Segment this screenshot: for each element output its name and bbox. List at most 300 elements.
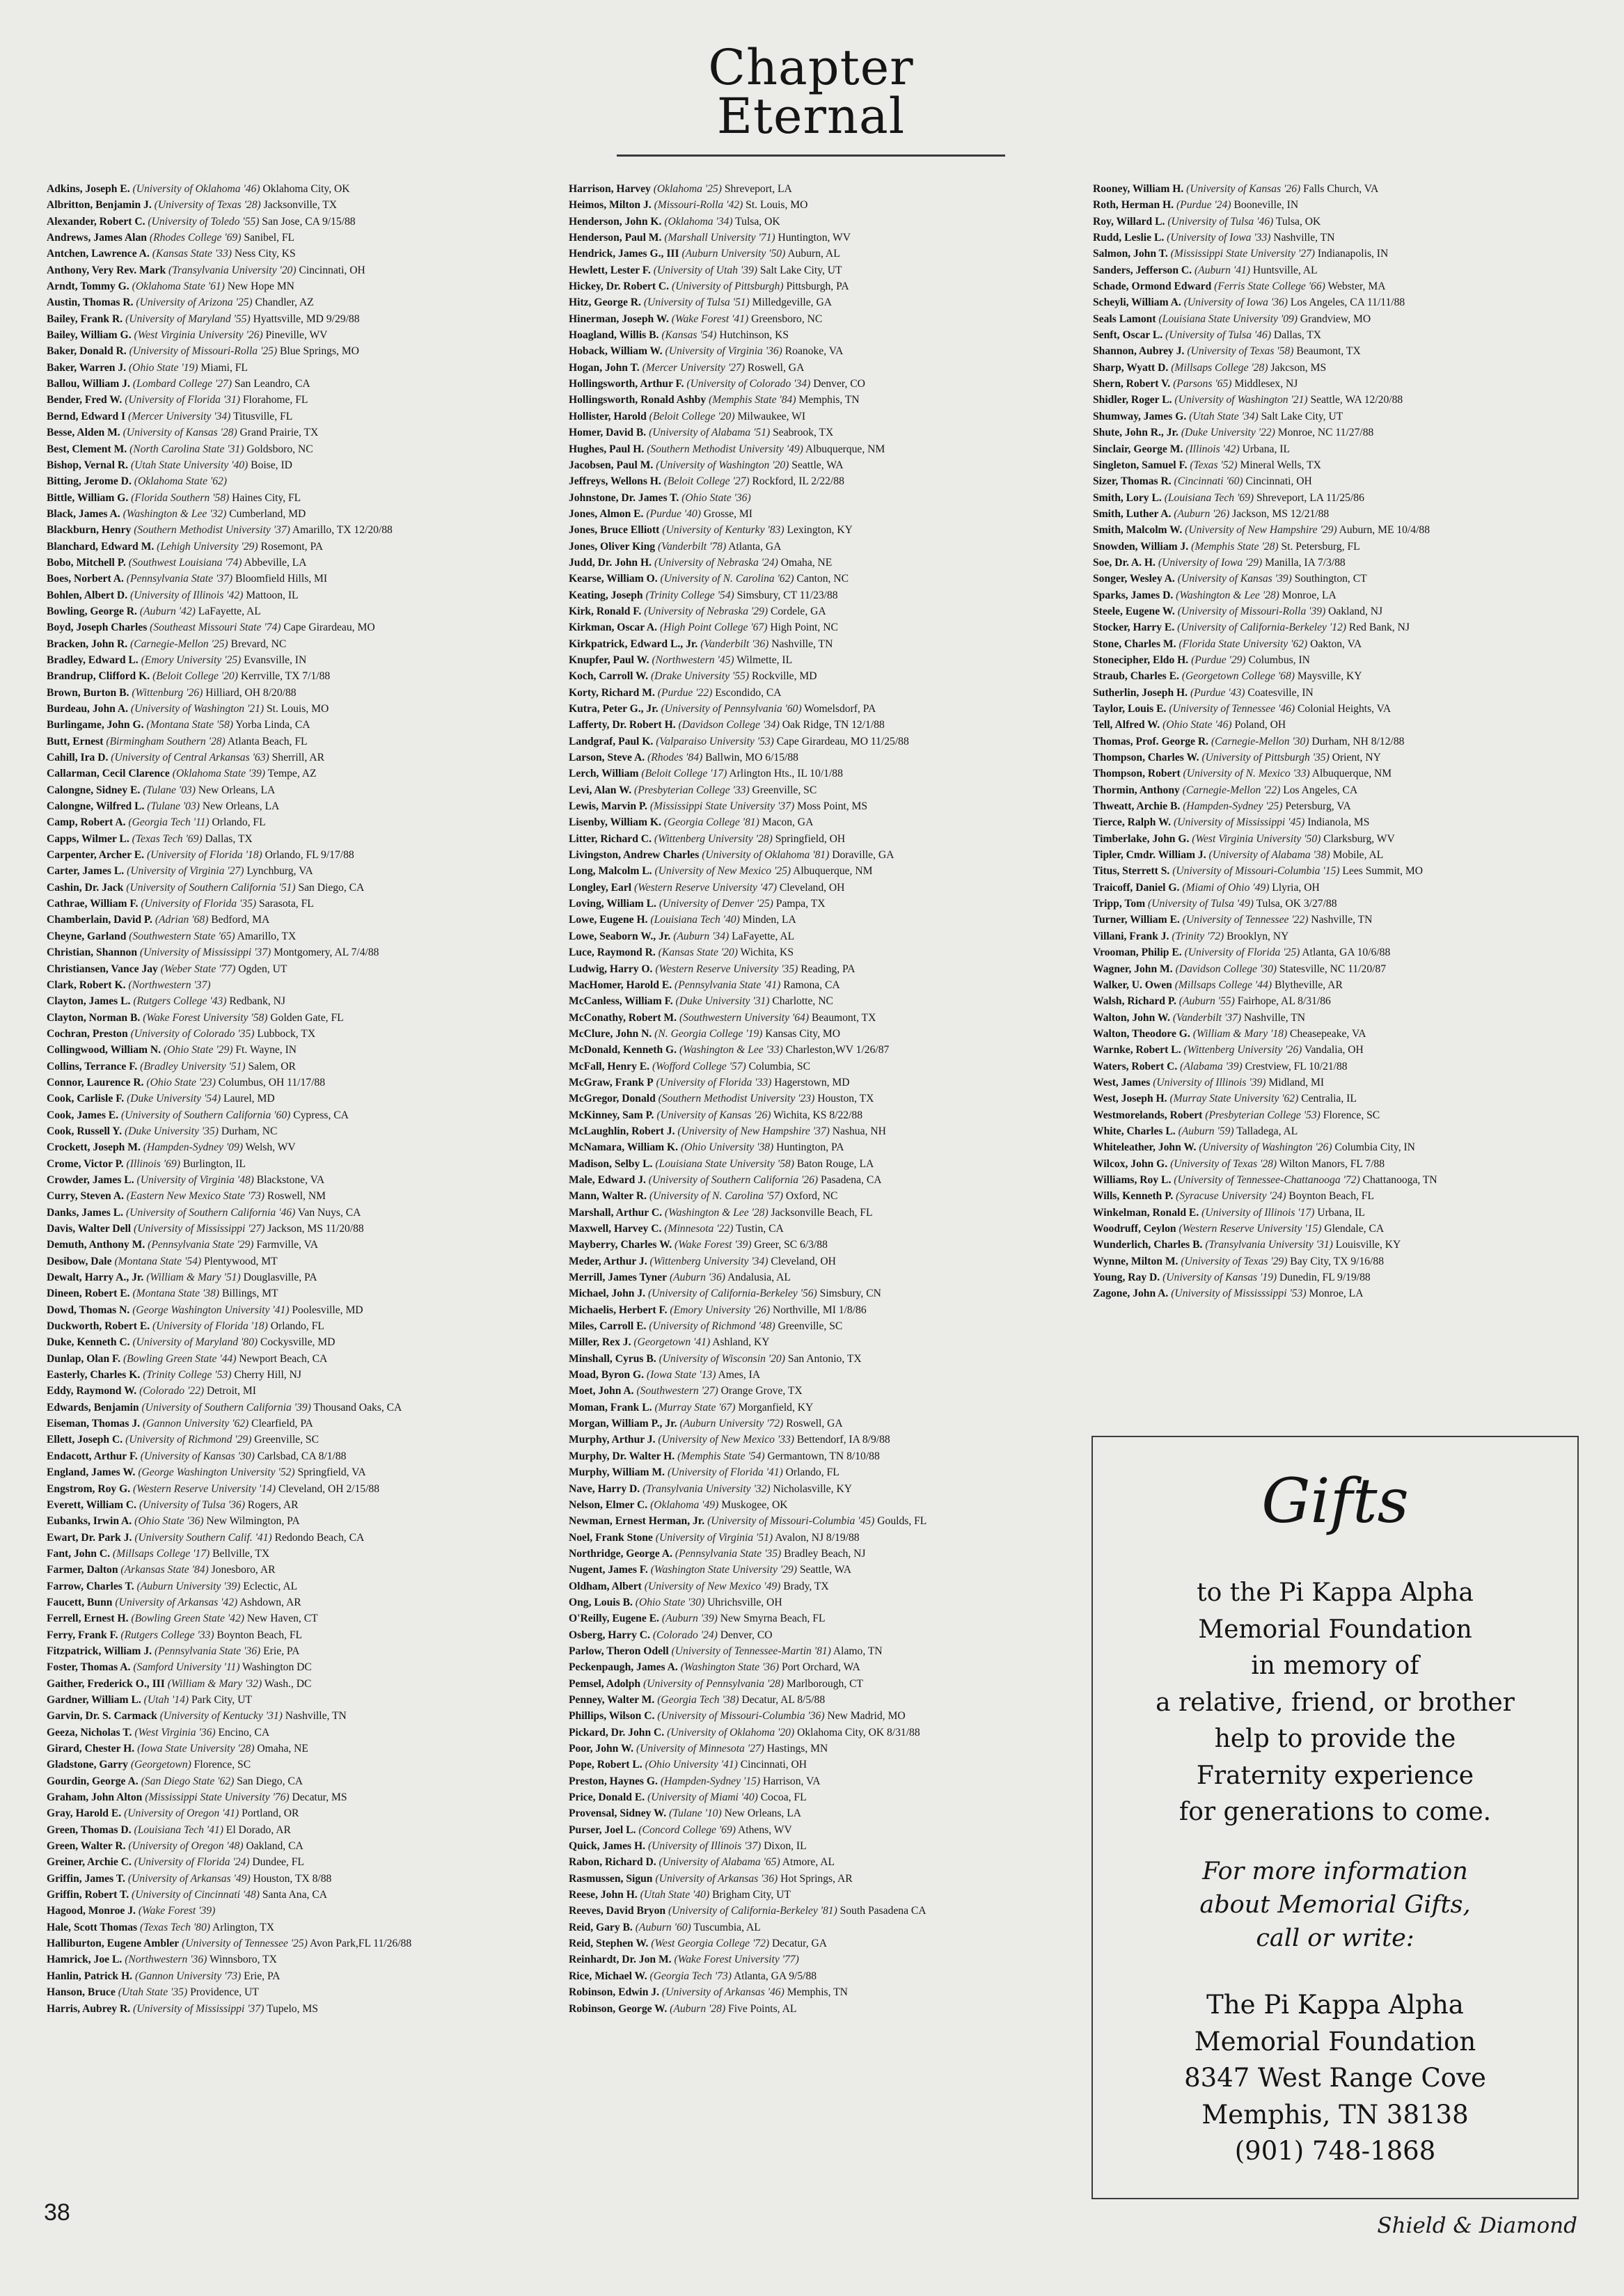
entry-place: St. Petersburg, FL [1281,540,1360,553]
entry-name: Harris, Aubrey R. [47,2002,131,2015]
memorial-entry [569,1107,927,1123]
memorial-entry [1093,652,1437,668]
memorial-entry [47,1205,411,1221]
memorial-entry [47,197,411,213]
entry-school: (Oklahoma '25) [653,183,722,195]
entry-school: (Lehigh University '29) [157,540,258,553]
entry-school: (University of Iowa '36) [1183,296,1288,309]
entry-school: (Parsons '65) [1173,378,1232,390]
entry-school: (Purdue '22) [657,686,713,699]
entry-school: (Utah State '34) [1189,410,1259,422]
entry-name: Schade, Ormond Edward [1093,280,1212,293]
entry-name: Bobo, Mitchell P. [47,556,126,569]
entry-school: (University of Washington '21) [130,703,265,715]
entry-school: (Memphis State '84) [709,394,796,406]
entry-school: (University of Pennsylvania '28) [643,1677,785,1690]
entry-place: Columbia City, IN [1334,1141,1415,1154]
entry-school: (University of Arkansas '42) [115,1596,238,1608]
entry-place: San Antonio, TX [787,1352,862,1365]
memorial-entry [47,734,411,750]
entry-name: Green, Walter R. [47,1840,126,1853]
entry-name: Kearse, William O. [569,573,658,585]
entry-school: (Transylvania University '31) [1205,1239,1333,1251]
entry-school: (Pennsylvania State '36) [154,1645,261,1657]
entry-place: Greer, SC 6/3/88 [754,1239,828,1251]
memorial-entry [1093,847,1437,863]
memorial-entry [47,896,411,912]
entry-name: Walton, Theodore G. [1093,1027,1190,1040]
entry-name: Provensal, Sidney W. [569,1807,667,1820]
memorial-entry [569,278,927,294]
entry-name: Collins, Terrance F. [47,1060,138,1072]
entry-name: Westmorelands, Robert [1093,1109,1203,1121]
entry-name: Turner, William E. [1093,914,1180,926]
entry-place: Nashville, TN [1273,232,1335,244]
entry-school: (Oklahoma '49) [650,1498,719,1511]
entry-name: Fant, John C. [47,1547,110,1560]
entry-name: Pickard, Dr. John C. [569,1726,665,1739]
entry-place: Bettendorf, IA 8/9/88 [796,1434,890,1446]
entry-place: Minden, LA [742,914,796,926]
entry-place: Denver, CO [813,378,865,390]
entry-name: Hamrick, Joe L. [47,1954,123,1966]
entry-place: Thousand Oaks, CA [313,1401,402,1414]
memorial-entry [1093,750,1437,766]
entry-place: Dunedin, FL 9/19/88 [1279,1272,1371,1284]
entry-name: Cook, James E. [47,1109,119,1121]
entry-place: Doraville, GA [832,849,894,862]
entry-name: Wilcox, John G. [1093,1157,1168,1170]
entry-place: New Madrid, MO [827,1710,906,1723]
entry-name: Maxwell, Harvey C. [569,1223,662,1235]
entry-name: Wills, Kenneth P. [1093,1190,1174,1203]
entry-school: (University of Oklahoma '46) [132,183,260,195]
entry-place: Atlanta, GA 9/5/88 [733,1970,817,1982]
entry-place: Boynton Beach, FL [1288,1190,1374,1203]
entry-name: West, Joseph H. [1093,1093,1167,1105]
memorial-entry [1093,1139,1437,1155]
memorial-entry [1093,1205,1437,1221]
entry-place: Amarillo, TX 12/20/88 [292,524,393,537]
text-line: in memory of [1251,1652,1419,1680]
gifts-heading: Gifts [1261,1465,1409,1537]
memorial-entry [47,409,411,425]
entry-school: (University of Kansas '28) [123,427,237,439]
memorial-entry [47,1789,411,1805]
gifts-more-info [1093,1855,1577,1955]
entry-school: (Kansas State '33) [152,248,232,260]
entry-name: Foster, Thomas A. [47,1661,131,1674]
memorial-entry [47,1448,411,1464]
entry-place: Salt Lake City, UT [1261,410,1343,422]
entry-place: Athens, WV [738,1823,792,1836]
entry-name: Senft, Oscar L. [1093,329,1163,342]
memorial-entry [1093,928,1437,944]
entry-school: (Presbyterian College '53) [1205,1109,1321,1121]
memorial-entry [47,555,411,571]
entry-place: Ogden, UT [238,963,287,975]
entry-name: Nave, Harry D. [569,1482,640,1495]
entry-school: (Bowling Green State '44) [123,1352,237,1365]
entry-place: Evansville, IN [244,654,307,666]
entry-name: McClure, John N. [569,1027,652,1040]
entry-name: Loving, William L. [569,898,656,910]
entry-school: (Davidson College '34) [678,719,780,731]
entry-place: Huntington, PA [776,1141,844,1154]
entry-place: Alamo, TN [833,1645,883,1657]
memorial-entry [47,214,411,230]
memorial-entry [47,587,411,603]
entry-place: Pittsburgh, PA [786,280,849,293]
entry-name: Marshall, Arthur C. [569,1206,662,1219]
entry-place: LaFayette, AL [732,930,795,942]
entry-place: Lees Summit, MO [1342,865,1424,878]
entry-place: Roanoke, VA [785,345,844,358]
entry-school: (Georgetown) [130,1759,191,1771]
entry-school: (University of Tennessee '22) [1182,914,1309,926]
entry-name: Brown, Burton B. [47,686,129,699]
entry-place: Atlanta Beach, FL [227,735,308,747]
entry-place: Nicholasville, KY [773,1482,852,1495]
entry-place: Rogers, AR [247,1498,299,1511]
entry-place: Avalon, NJ 8/19/88 [775,1531,860,1544]
entry-school: (Florida Southern '58) [131,491,230,504]
entry-name: McNamara, William K. [569,1141,679,1154]
entry-place: Dixon, IL [764,1840,807,1853]
entry-school: (Bowling Green State '42) [131,1613,244,1625]
entry-place: Cumberland, MD [229,507,306,520]
entry-school: (William & Mary '32) [167,1677,262,1690]
entry-place: Lynchburg, VA [246,865,313,878]
entry-school: (Tulane '03) [147,800,200,813]
entry-place: Oxford, NC [785,1190,838,1203]
entry-place: Tulsa, OK 3/27/88 [1256,898,1337,910]
entry-name: Quick, James H. [569,1840,646,1853]
memorial-entry [47,1091,411,1107]
entry-school: (Rutgers College '33) [120,1629,214,1641]
entry-name: Stonecipher, Eldo H. [1093,654,1189,666]
entry-name: Hughes, Paul H. [569,443,645,455]
entry-place: Greenville, SC [778,1320,843,1333]
entry-place: Wilton Manors, FL 7/88 [1279,1157,1385,1170]
memorial-entry [1093,246,1437,262]
entry-school: (Northwestern '36) [125,1954,207,1966]
memorial-entry [47,1530,411,1546]
entry-name: Hinerman, Joseph W. [569,312,669,325]
entry-school: (Wake Forest '39) [675,1239,752,1251]
entry-place: Harrison, VA [762,1775,821,1787]
entry-school: (University of California-Berkeley '56) [647,1288,817,1300]
memorial-entry [1093,376,1437,392]
memorial-entry [569,912,927,928]
entry-name: Roth, Herman H. [1093,199,1174,212]
entry-name: Timberlake, John G. [1093,832,1190,845]
entry-place: Wilmette, IL [736,654,793,666]
memorial-entry [569,847,927,863]
memorial-entry [47,1935,411,1951]
entry-name: Bender, Fred W. [47,394,123,406]
entry-name: Mayberry, Charles W. [569,1239,672,1251]
memorial-entry [569,1935,927,1951]
memorial-entry [47,814,411,830]
entry-place: San Diego, CA [237,1775,303,1787]
entry-place: Roswell, GA [786,1418,843,1430]
entry-name: Michael, John J. [569,1288,646,1300]
entry-place: Centralia, IL [1301,1093,1357,1105]
memorial-entry [47,1546,411,1562]
entry-school: (Oklahoma '34) [664,215,733,228]
entry-place: Nashville, TN [1311,914,1373,926]
entry-name: Butt, Ernest [47,735,104,747]
entry-school: (Vanderbilt '78) [657,540,727,553]
memorial-entry [1093,425,1437,441]
memorial-entry [1093,360,1437,376]
entry-name: Gardner, William L. [47,1693,141,1706]
memorial-entry [47,1773,411,1789]
entry-place: Columbus, IN [1248,654,1310,666]
entry-name: Thompson, Charles W. [1093,752,1199,764]
entry-school: (Wake Forest University '77) [674,1954,799,1966]
memorial-entry [47,1302,411,1318]
entry-school: (University of Missouri-Rolla '25) [129,345,278,358]
memorial-entry [569,1871,927,1887]
memorial-entry [47,473,411,489]
memorial-entry [569,1692,927,1708]
entry-name: Rice, Michael W. [569,1970,647,1982]
entry-place: Moss Point, MS [797,800,868,813]
entry-school: (Presbyterian College '33) [634,784,750,796]
entry-school: (Southern Methodist University '23) [658,1093,815,1105]
entry-place: Durham, NC [221,1125,278,1137]
entry-name: Reinhardt, Dr. Jon M. [569,1954,672,1966]
entry-school: (Western Reserve University '14) [133,1482,276,1495]
entry-school: (Beloit College '17) [641,768,727,780]
entry-school: (Missouri-Rolla '42) [654,199,743,212]
memorial-entry [47,1026,411,1042]
entry-school: (Wake Forest University '58) [143,1011,268,1024]
memorial-entry [569,880,927,896]
memorial-entry [47,847,411,863]
memorial-entry [47,668,411,684]
entry-place: Miami, FL [200,361,248,374]
entry-school: (Duke University '54) [127,1093,221,1105]
entry-school: (University of Illinois '42) [130,589,244,601]
entry-school: (Southwest Louisiana '74) [128,556,242,569]
memorial-entry [47,1887,411,1903]
entry-place: Ness City, KS [234,248,296,260]
memorial-entry [569,230,927,246]
entry-school: (Tulane '03) [143,784,196,796]
entry-place: Grosse, MI [703,507,752,520]
memorial-entry [47,1269,411,1285]
entry-place: Cheasepeake, VA [1290,1027,1366,1040]
memorial-entry [1093,814,1437,830]
entry-school: (University of California-Berkeley '12) [1177,621,1346,634]
entry-school: (Auburn University '39) [136,1580,241,1592]
memorial-entry [1093,409,1437,425]
entry-name: Cathrae, William F. [47,898,139,910]
memorial-entry [47,1367,411,1383]
memorial-entry [1093,539,1437,555]
entry-school: (Minnesota '22) [664,1223,734,1235]
text-line: Memorial Foundation [1198,1615,1472,1644]
entry-school: (University of Tennessee-Martin '81) [671,1645,831,1657]
entry-name: Engstrom, Roy G. [47,1482,131,1495]
entry-name: Phillips, Wilson C. [569,1710,655,1723]
entry-name: Brandrup, Clifford K. [47,670,150,683]
entry-school: (Louisiana Tech '69) [1164,491,1254,504]
entry-place: Brady, TX [783,1580,829,1592]
entry-place: New Orleans, LA [198,784,276,796]
entry-place: Greenville, SC [254,1434,319,1446]
memorial-entry [569,1139,927,1155]
entry-school: (Utah State University '40) [130,459,249,471]
entry-school: (University of Oregon '41) [124,1807,239,1820]
entry-place: Cleveland, OH 2/15/88 [278,1482,380,1495]
entry-name: Pope, Robert L. [569,1759,642,1771]
entry-school: (Montana State '58) [146,719,234,731]
text-line: 8347 West Range Cove [1184,2063,1486,2093]
entry-place: San Diego, CA [298,881,365,894]
memorial-entry [47,1805,411,1821]
entry-place: Tulsa, OK [1275,215,1321,228]
memorial-entry [47,262,411,278]
memorial-entry [569,360,927,376]
entry-school: (Georgia Tech '73) [649,1970,732,1982]
entry-school: (University of Kansas '19) [1162,1272,1277,1284]
text-line: Memphis, TN 38138 [1201,2099,1469,2130]
memorial-entry [569,1075,927,1091]
entry-name: Taylor, Louis E. [1093,703,1167,715]
entry-place: Tulsa, OK [735,215,780,228]
entry-school: (University of N. Carolina '62) [660,573,794,585]
memorial-entry [569,1773,927,1789]
memorial-entry [47,1172,411,1188]
entry-name: McFall, Henry E. [569,1060,650,1072]
memorial-entry [1093,1075,1437,1091]
entry-school: (University of Pennsylvania '60) [661,703,802,715]
memorial-entry [1093,441,1437,457]
entry-name: Crome, Victor P. [47,1157,124,1170]
text-line: (901) 748-1868 [1234,2136,1436,2166]
memorial-entry [1093,1059,1437,1075]
entry-place: Brooklyn, NY [1227,930,1289,942]
entry-name: Lowe, Eugene H. [569,914,648,926]
entry-name: Songer, Wesley A. [1093,573,1175,585]
entry-name: Penney, Walter M. [569,1693,655,1706]
entry-place: Bloomfield Hills, MI [235,573,328,585]
entry-name: Hitz, George R. [569,296,641,309]
entry-school: (West Virginia University '26) [134,329,263,342]
entry-school: (Texas Tech '69) [132,832,203,845]
entry-school: (University of Mississippi '37) [133,2002,265,2015]
entry-name: Gourdin, George A. [47,1775,139,1787]
entry-school: (University of Texas '28) [1170,1157,1277,1170]
entry-school: (Auburn '28) [670,2002,726,2015]
entry-school: (University of Southern California '51) [126,881,296,894]
page-title: Chapter Eternal [708,39,914,145]
entry-place: Rockford, IL 2/22/88 [752,475,844,488]
entry-place: Denver, CO [720,1629,773,1641]
entry-place: Ballwin, MO 6/15/88 [705,752,798,764]
memorial-entry [569,392,927,408]
entry-place: Jackson, MS 12/21/88 [1232,507,1330,520]
entry-school: (Transylvania University '20) [168,264,297,276]
entry-name: Levi, Alan W. [569,784,632,796]
entry-place: Mattoon, IL [246,589,299,601]
memorial-entry [569,1285,927,1301]
entry-name: Jones, Bruce Elliott [569,524,660,537]
entry-name: Miller, Rex J. [569,1336,631,1349]
entry-place: Clarksburg, WV [1323,832,1395,845]
entry-school: (Trinity College '54) [645,589,734,601]
entry-school: (University of Tennessee '46) [1169,703,1295,715]
entry-place: Burlington, IL [182,1157,246,1170]
entry-school: (Emory University '26) [670,1304,771,1316]
entry-name: Poor, John W. [569,1743,634,1755]
entry-place: Petersburg, VA [1285,800,1351,813]
entry-name: Faucett, Bunn [47,1596,113,1608]
entry-school: (University of Pittsburgh) [672,280,784,293]
entry-name: Cook, Carlisle F. [47,1093,125,1105]
memorial-entry [1093,977,1437,993]
title-divider [617,155,1005,157]
entry-place: Cape Girardeau, MO 11/25/88 [776,735,909,747]
memorial-entry [1093,798,1437,814]
entry-name: Walsh, Richard P. [1093,995,1176,1008]
entry-name: Madison, Selby L. [569,1157,653,1170]
memorial-entry [569,944,927,960]
memorial-entry [1093,993,1437,1009]
memorial-entry [1093,278,1437,294]
memorial-entry [47,425,411,441]
entry-school: (Southeast Missouri State '74) [150,621,281,634]
memorial-entry [47,1237,411,1253]
memorial-entry [569,685,927,701]
entry-name: Robinson, Edwin J. [569,1986,660,1999]
memorial-entry [569,766,927,782]
entry-place: Cherry Hill, NJ [234,1369,301,1381]
entry-place: Encino, CA [218,1726,270,1739]
entry-school: (University of N. Mexico '33) [1183,768,1310,780]
entry-name: Farrow, Charles T. [47,1580,134,1592]
entry-place: Jacksonville, TX [263,199,337,212]
memorial-entry [569,831,927,847]
entry-name: Burdeau, John A. [47,703,128,715]
entry-name: Young, Ray D. [1093,1272,1160,1284]
entry-school: (Auburn '26) [1174,507,1230,520]
memorial-entry [47,928,411,944]
entry-place: Portland, OR [242,1807,299,1820]
entry-name: Cochran, Preston [47,1027,128,1040]
entry-place: Houston, TX [817,1093,874,1105]
entry-school: (Vanderbilt '36) [700,638,769,650]
entry-name: Livingston, Andrew Charles [569,849,700,862]
entry-name: Bishop, Vernal R. [47,459,128,471]
memorial-entry [569,1269,927,1285]
entry-name: Eiseman, Thomas J. [47,1418,141,1430]
entry-place: Marlborough, CT [787,1677,864,1690]
entry-name: Graham, John Alton [47,1791,143,1804]
entry-place: Poolesville, MD [292,1304,363,1316]
memorial-entry [1093,863,1437,879]
entry-place: Huntington, WV [778,232,851,244]
entry-name: Villani, Frank J. [1093,930,1169,942]
entry-school: (Wofford College '57) [652,1060,746,1072]
entry-place: Erie, PA [263,1645,300,1657]
memorial-entry [47,1107,411,1123]
entry-name: Adkins, Joseph E. [47,183,130,195]
